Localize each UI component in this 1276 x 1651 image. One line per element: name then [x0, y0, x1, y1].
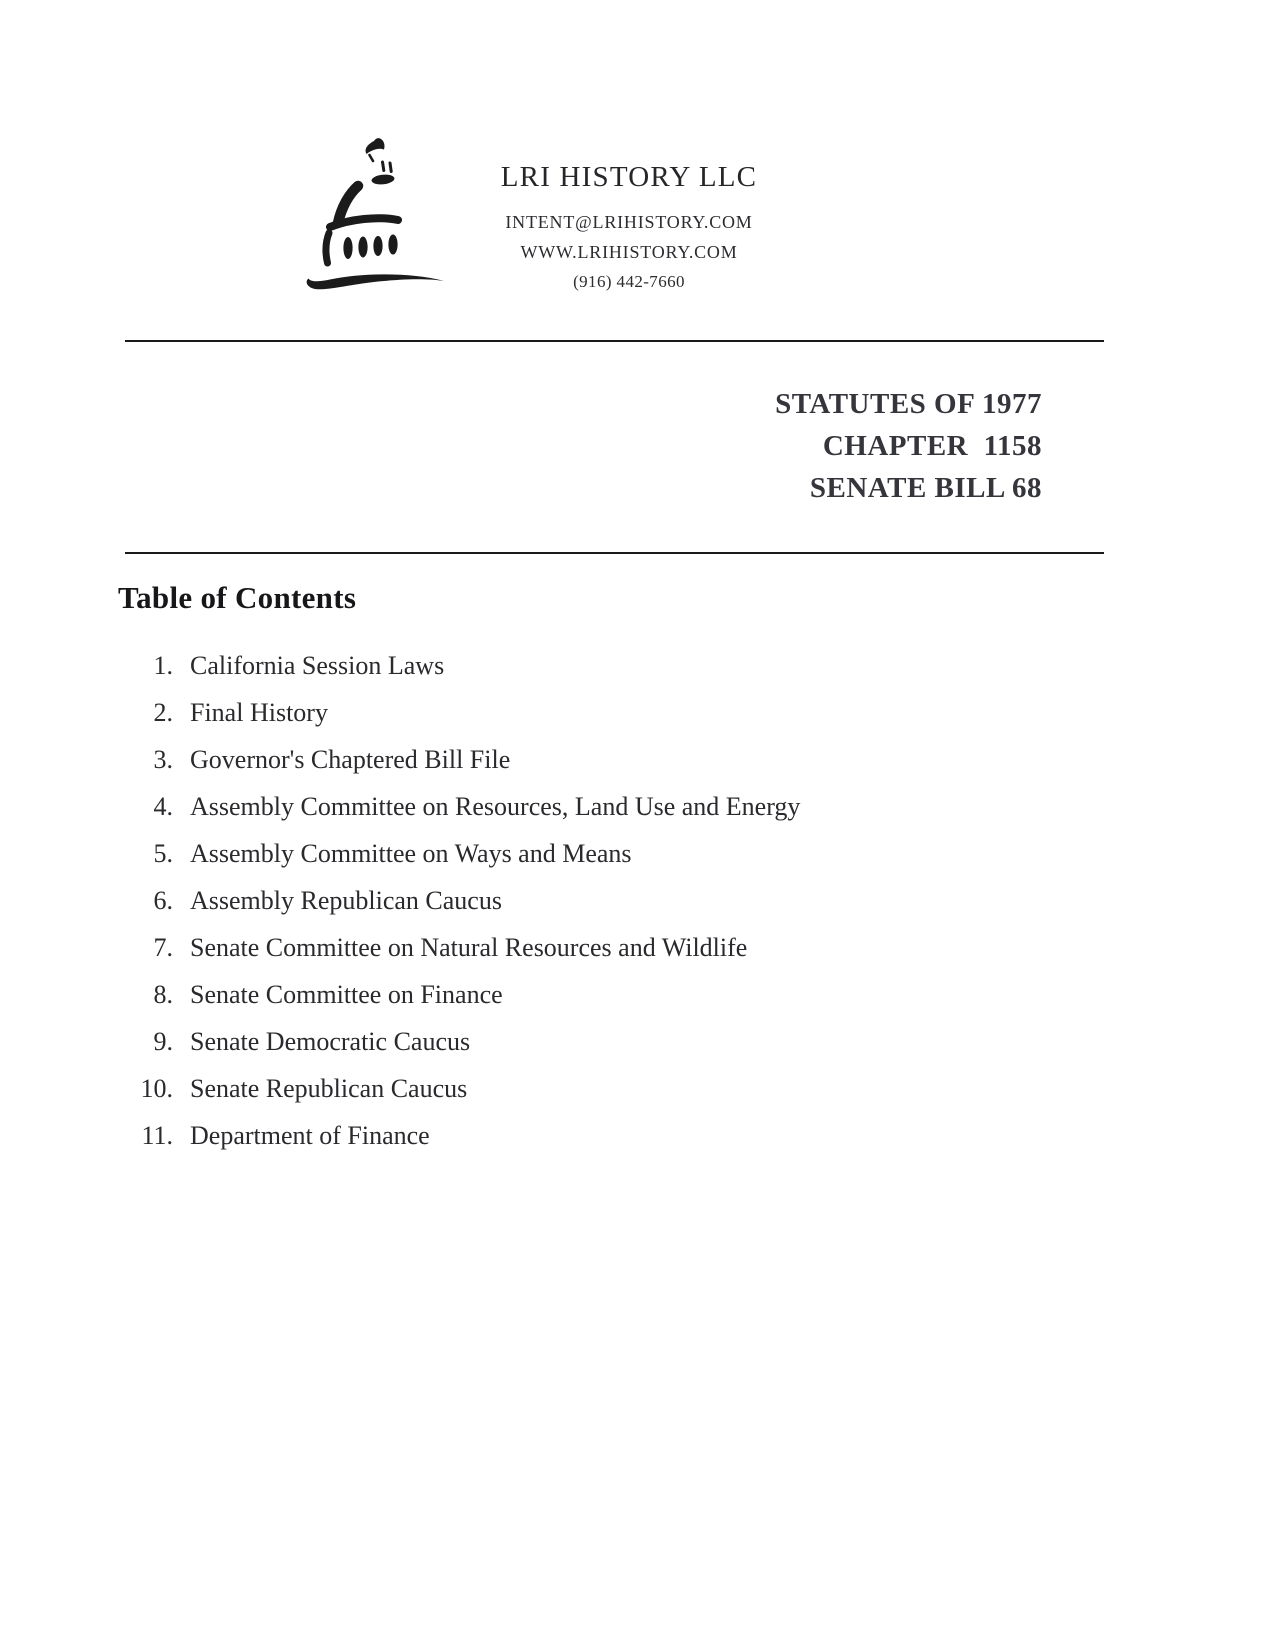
toc-item	[0, 1073, 1276, 1120]
toc-item-number: 11.	[141, 1121, 173, 1150]
toc-item-label: Governor's Chaptered Bill File	[190, 745, 511, 774]
toc-item-number: 2.	[153, 698, 173, 727]
website-text: WWW.LRIHISTORY.COM	[520, 242, 738, 262]
toc-item-label: Senate Committee on Finance	[190, 980, 503, 1009]
toc-item-number: 7.	[153, 933, 173, 962]
toc-item-label: Assembly Republican Caucus	[190, 886, 502, 915]
document-identifier	[775, 383, 1042, 509]
capitol-dome-logo-icon	[294, 134, 448, 302]
email-text: INTENT@LRIHISTORY.COM	[505, 212, 753, 232]
toc-list	[0, 650, 1276, 1167]
toc-item-number: 4.	[153, 792, 173, 821]
toc-item-label: Senate Committee on Natural Resources and Wildlife	[190, 933, 748, 962]
toc-item	[0, 1120, 1276, 1167]
top-divider	[125, 340, 1104, 342]
toc-item-label: California Session Laws	[190, 651, 445, 680]
toc-item-number: 8.	[153, 980, 173, 1009]
toc-item-label: Assembly Committee on Resources, Land Use and Energy	[190, 792, 801, 821]
toc-item	[0, 697, 1276, 744]
chapter-line: CHAPTER 1158	[822, 430, 1042, 462]
senate-bill-line: SENATE BILL 68	[809, 472, 1042, 504]
toc-item-label: Department of Finance	[190, 1121, 430, 1150]
toc-item	[0, 838, 1276, 885]
toc-item	[0, 650, 1276, 697]
toc-item-label: Senate Republican Caucus	[190, 1074, 468, 1103]
company-name: LRI HISTORY LLC	[500, 161, 758, 193]
toc-item-number: 10.	[140, 1074, 173, 1103]
toc-item	[0, 979, 1276, 1026]
statutes-line: STATUTES OF 1977	[775, 388, 1042, 420]
toc-item	[0, 932, 1276, 979]
bottom-divider	[125, 552, 1104, 554]
toc-item	[0, 1026, 1276, 1073]
toc-item	[0, 885, 1276, 932]
toc-title: Table of Contents	[118, 580, 357, 615]
toc-item-number: 6.	[153, 886, 173, 915]
toc-item-label: Final History	[190, 698, 328, 727]
phone-text: (916) 442-7660	[573, 272, 685, 291]
toc-item	[0, 744, 1276, 791]
toc-item-label: Senate Democratic Caucus	[190, 1027, 471, 1056]
letterhead-text	[449, 162, 809, 297]
toc-item	[0, 791, 1276, 838]
toc-item-number: 1.	[153, 651, 173, 680]
toc-item-number: 3.	[153, 745, 173, 774]
toc-item-label: Assembly Committee on Ways and Means	[190, 839, 632, 868]
toc-item-number: 9.	[153, 1027, 173, 1056]
toc-item-number: 5.	[153, 839, 173, 868]
